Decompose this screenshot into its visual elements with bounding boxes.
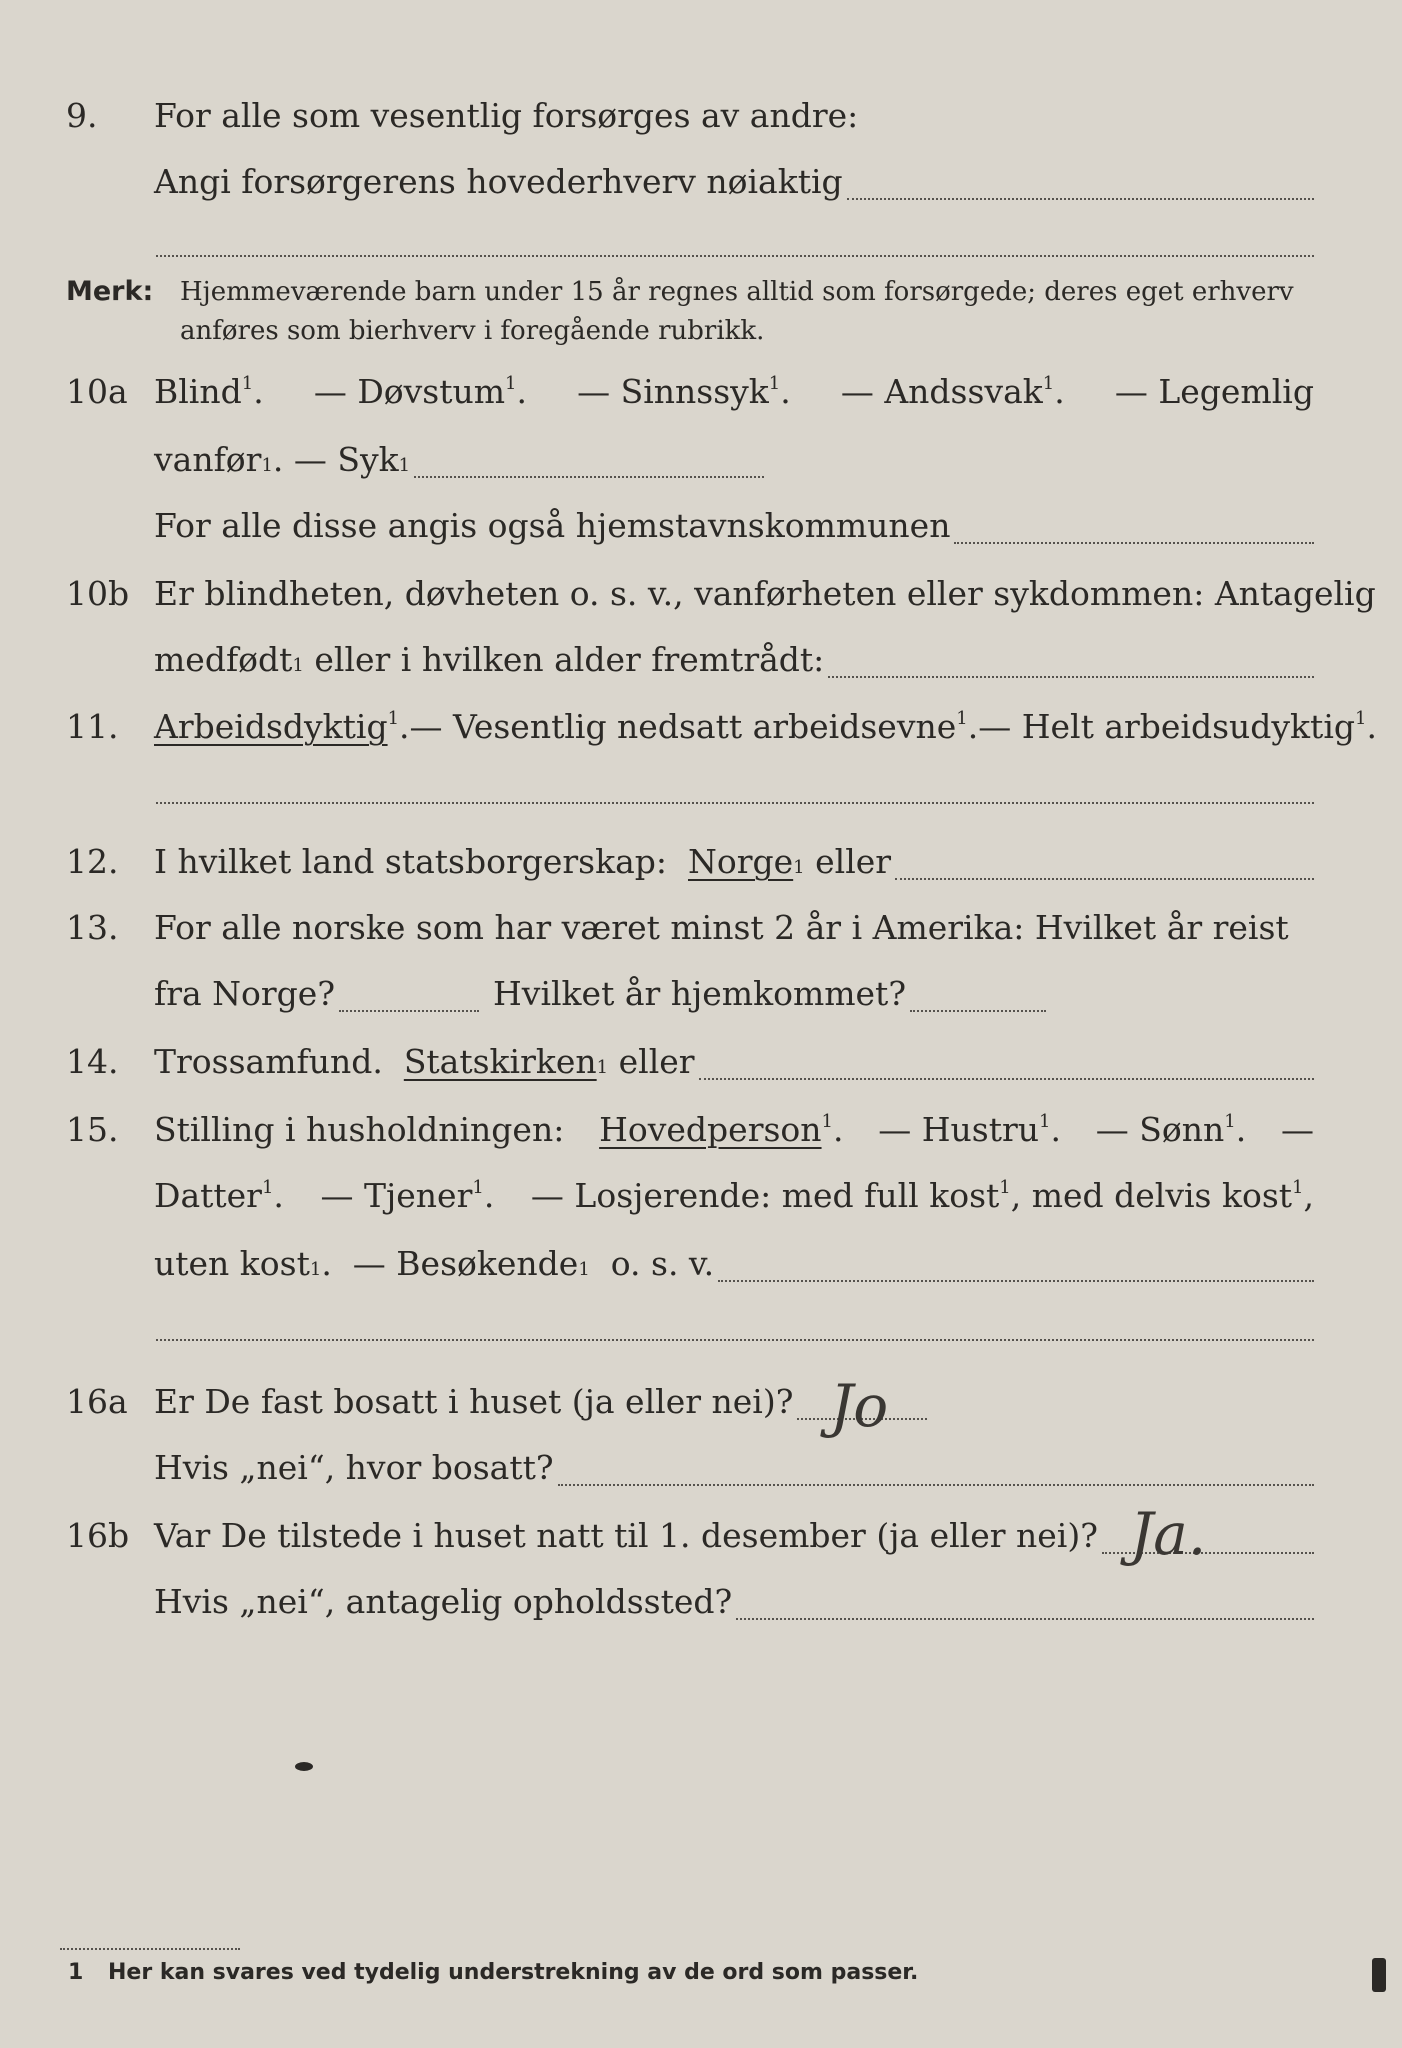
q10b-medfodt: medfødt — [154, 640, 293, 679]
q10a-legemlig: — Legemlig — [1114, 372, 1314, 411]
footnote — [68, 1960, 919, 1985]
q15-extra-field[interactable] — [156, 1339, 1314, 1341]
q16b-hvis-prompt: Hvis „nei“, antagelig opholdssted? — [154, 1582, 733, 1621]
q14-number: 14. — [66, 1042, 119, 1081]
q10a-line2: vanfør 1 . — Syk 1 — [0, 430, 1402, 490]
q10a-line3 — [0, 496, 1402, 556]
q12-line: 12. I hvilket land statsborgerskap: Norge 1 eller — [0, 832, 1402, 892]
q15-delvis[interactable]: , med delvis kost — [1010, 1176, 1293, 1215]
q13-number: 13. — [66, 908, 119, 947]
q11-line: 11. Arbeidsdyktig$^1$. — Vesentlig nedsatt arbeidsevne$^1$. — Helt arbeidsudyktig$^1$. — [0, 697, 1402, 757]
footnote-mark: 1 — [68, 1960, 84, 1985]
q13-line2 — [0, 964, 1402, 1024]
q9-number: 9. — [66, 96, 98, 135]
q11-arbeidsdyktig[interactable]: Arbeidsdyktig — [154, 707, 388, 746]
q14-line: 14. Trossamfund. Statskirken 1 eller — [0, 1032, 1402, 1092]
q13-hjemkommet-prompt: Hvilket år hjemkommet? — [493, 974, 907, 1013]
q10b-text: Er blindheten, døvheten o. s. v., vanførheten eller sykdommen: Antagelig — [154, 574, 1376, 613]
q9-answer-field[interactable] — [847, 198, 1314, 200]
q16a-line2 — [0, 1438, 1402, 1498]
q16b-number: 16b — [66, 1516, 130, 1555]
q16b-line2 — [0, 1572, 1402, 1632]
q16b-prompt: Var De tilstede i huset natt til 1. desember (ja eller nei)? — [154, 1516, 1098, 1555]
q15-line1: 15. Stilling i husholdningen: Hovedperson$^1$. — Hustru$^1$. — Sønn$^1$. — — [0, 1100, 1402, 1160]
merk-label: Merk: — [66, 276, 154, 307]
footnote-rule — [60, 1948, 240, 1950]
q9-text: For alle som vesentlig forsørges av andre: — [154, 96, 859, 135]
q15-prompt: Stilling i husholdningen: — [154, 1110, 565, 1149]
q16a-number: 16a — [66, 1382, 128, 1421]
q11-udyktig[interactable]: — Helt arbeidsudyktig — [978, 707, 1355, 746]
q15-dash: — — [1280, 1110, 1314, 1149]
q14-answer-field[interactable] — [699, 1078, 1314, 1080]
q15-uten-kost[interactable]: uten kost — [154, 1244, 310, 1283]
q14-eller: eller — [618, 1042, 695, 1081]
q15-answer-field[interactable] — [718, 1280, 1314, 1282]
q15-number: 15. — [66, 1110, 119, 1149]
q15-hustru[interactable]: — Hustru — [878, 1110, 1040, 1149]
q10a-hjemstavn-field[interactable] — [954, 542, 1314, 544]
merk-text-2: anføres som bierhverv i foregående rubrikk. — [180, 316, 765, 346]
q15-hovedperson[interactable]: Hovedperson — [599, 1110, 822, 1149]
q9-extra-field[interactable] — [156, 255, 1314, 257]
q9-line2 — [0, 152, 1402, 212]
q13-line1 — [0, 898, 1402, 958]
q10a-blind: Blind — [154, 372, 242, 411]
q10a-syk: — Syk — [293, 440, 399, 479]
q10a-syk-field[interactable] — [414, 476, 764, 478]
q15-losjerende-full[interactable]: — Losjerende: med full kost — [530, 1176, 1000, 1215]
q10b-line1 — [0, 564, 1402, 624]
merk-line2 — [0, 311, 1402, 351]
q12-norge[interactable]: Norge — [688, 842, 794, 881]
q13-reist-prompt: fra Norge? — [154, 974, 336, 1013]
q16a-hvis-prompt: Hvis „nei“, hvor bosatt? — [154, 1448, 554, 1487]
q10b-alder-field[interactable] — [828, 676, 1314, 678]
q9-line1 — [0, 86, 1402, 146]
q16b-hvis-field[interactable] — [736, 1618, 1314, 1620]
q16a-hvis-field[interactable] — [558, 1484, 1314, 1486]
q15-tjener[interactable]: — Tjener — [320, 1176, 473, 1215]
q16a-handwritten-answer: Jo — [830, 1372, 889, 1440]
q15-besokende[interactable]: — Besøkende — [352, 1244, 579, 1283]
q15-comma: , — [1303, 1176, 1314, 1215]
page-edge-mark — [1372, 1958, 1386, 1992]
q13-text: For alle norske som har været minst 2 år i Amerika: Hvilket år reist — [154, 908, 1289, 947]
q14-statskirken[interactable]: Statskirken — [403, 1042, 597, 1081]
q10a-sinnssyk: — Sinnssyk — [577, 372, 769, 411]
q11-nedsatt[interactable]: — Vesentlig nedsatt arbeidsevne — [409, 707, 957, 746]
q15-osv: o. s. v. — [610, 1244, 715, 1283]
ink-spot — [295, 1762, 313, 1771]
q14-prompt: Trossamfund. — [154, 1042, 383, 1081]
q9-prompt: Angi forsørgerens hovederhverv nøiaktig — [154, 162, 843, 201]
q11-number: 11. — [66, 707, 119, 746]
merk-line1 — [0, 272, 1402, 312]
q16b-handwritten-answer: Ja. — [1130, 1500, 1207, 1568]
q16a-prompt: Er De fast bosatt i huset (ja eller nei)? — [154, 1382, 794, 1421]
footnote-text: Her kan svares ved tydelig understrekning av de ord som passer. — [108, 1960, 919, 1985]
q10a-andssvak: — Andssvak — [840, 372, 1043, 411]
q10a-hjemstavn-prompt: For alle disse angis også hjemstavnskommunen — [154, 506, 951, 545]
q10a-dovstum: — Døvstum — [313, 372, 506, 411]
q12-answer-field[interactable] — [895, 878, 1314, 880]
q10b-line2: medfødt 1 eller i hvilken alder fremtrådt: — [0, 630, 1402, 690]
q13-reist-field[interactable] — [339, 1010, 479, 1012]
q15-line2: Datter$^1$. — Tjener$^1$. — Losjerende: med full kost$^1$, med delvis kost$^1$, — [154, 1176, 1314, 1215]
merk-text-1: Hjemmeværende barn under 15 år regnes alltid som forsørgede; deres eget erhverv — [180, 277, 1294, 307]
q10a-line1: 10a Blind$^1$. — Døvstum$^1$. — Sinnssyk$^1$. — Andssvak$^1$. — Legemlig — [0, 362, 1402, 422]
q10a-number: 10a — [66, 372, 128, 411]
q12-prompt: I hvilket land statsborgerskap: — [154, 842, 668, 881]
q10a-vanfor: vanfør — [154, 440, 262, 479]
q12-number: 12. — [66, 842, 119, 881]
q10b-number: 10b — [66, 574, 130, 613]
q13-hjemkommet-field[interactable] — [910, 1010, 1046, 1012]
q12-eller: eller — [815, 842, 892, 881]
q10b-alder-prompt: eller i hvilken alder fremtrådt: — [314, 640, 825, 679]
q15-line3: uten kost 1 . — Besøkende 1 o. s. v. — [0, 1234, 1402, 1294]
q15-sonn[interactable]: — Sønn — [1095, 1110, 1225, 1149]
q11-extra-field[interactable] — [156, 802, 1314, 804]
q15-datter[interactable]: Datter — [154, 1176, 262, 1215]
q16a-line1 — [0, 1372, 1402, 1432]
